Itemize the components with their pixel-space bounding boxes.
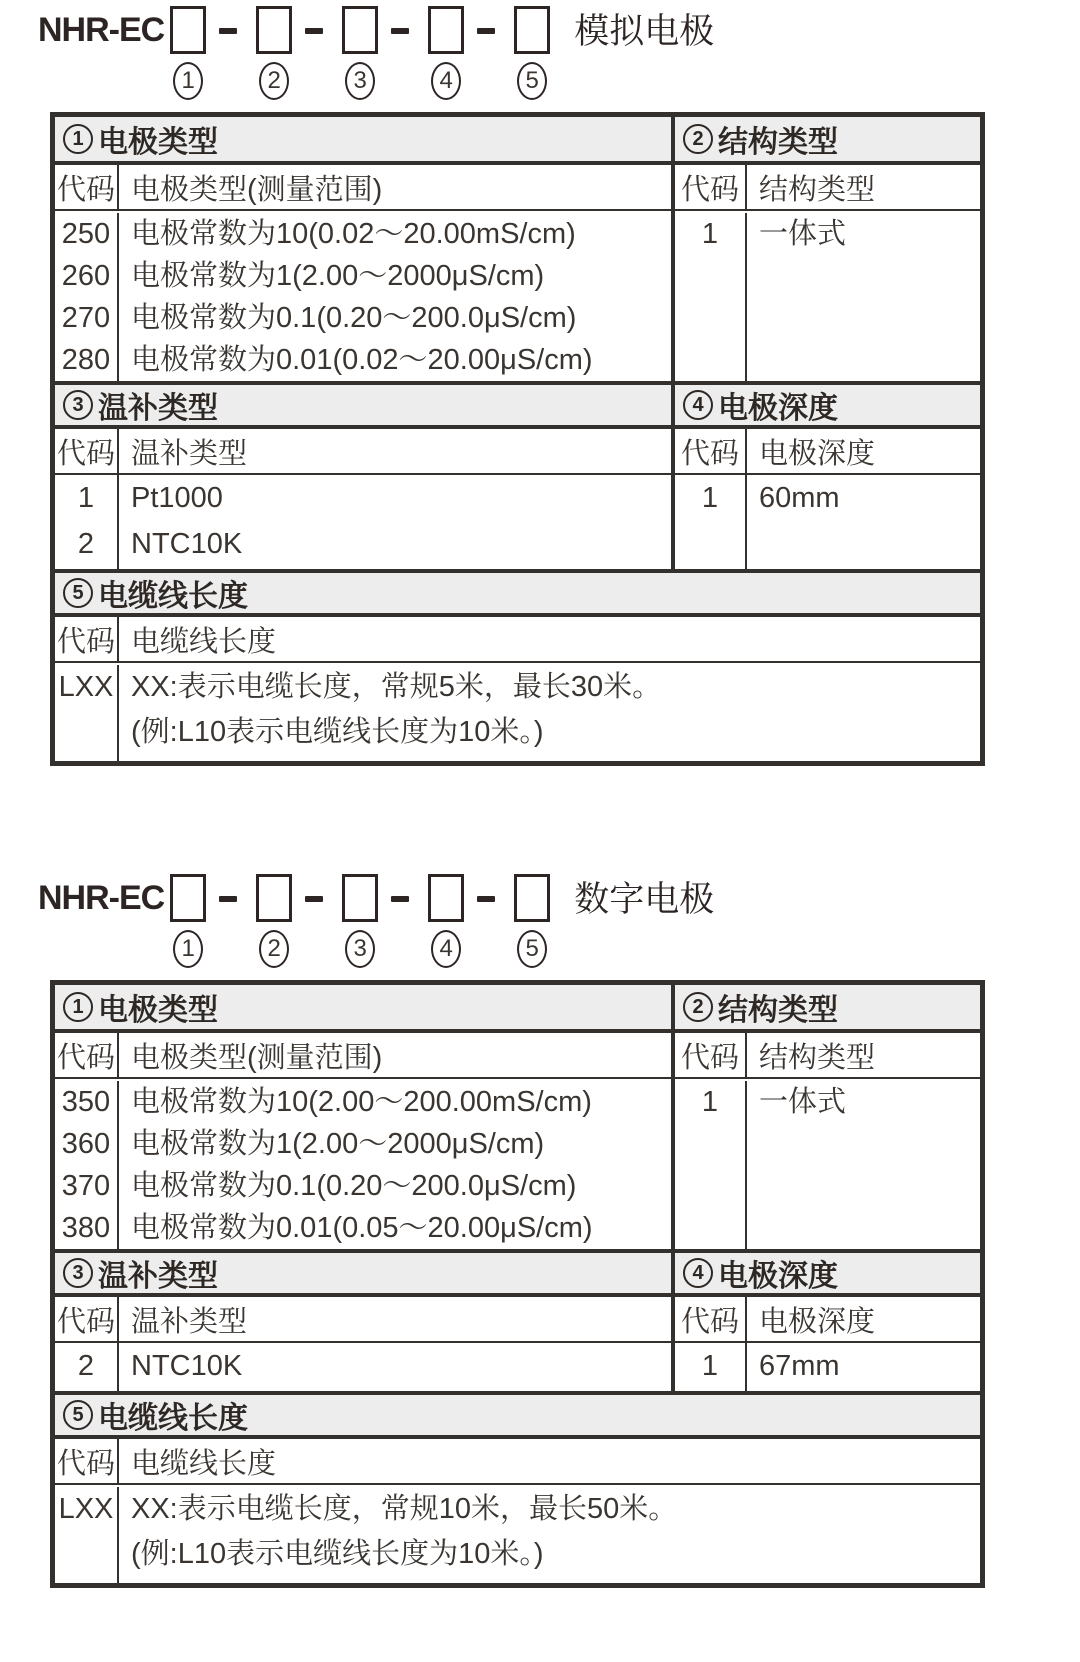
code-cell: 2 <box>77 1350 95 1382</box>
subheader-row <box>55 1033 980 1079</box>
code-column <box>675 1081 747 1249</box>
code-box <box>256 6 292 54</box>
code-cell: 260 <box>61 260 111 292</box>
label-column <box>119 1081 671 1249</box>
electrode-depth-header <box>675 385 980 425</box>
circled-5-icon: 5 <box>63 1400 93 1430</box>
band-title: 温补类型 <box>98 392 218 425</box>
cable-length-header <box>55 573 980 613</box>
label-cell: 电极常数为1(2.00～2000μS/cm) <box>131 1128 545 1160</box>
code-cell: LXX <box>58 671 114 703</box>
circled-4-icon: 4 <box>683 1258 713 1288</box>
band-row <box>55 569 980 617</box>
model-slot-4 <box>428 6 464 100</box>
label-column <box>119 1343 671 1391</box>
ordering-table <box>50 112 985 766</box>
code-column <box>55 213 119 381</box>
label-header-cell: 结构类型 <box>759 1041 876 1074</box>
code-header-cell: 代码 <box>675 1033 747 1077</box>
label-cell: 电极常数为0.1(0.20～200.0μS/cm) <box>131 1170 577 1202</box>
code-cell: 350 <box>61 1086 111 1118</box>
label-header-cell: 电缆线长度 <box>131 1447 277 1480</box>
circled-2-icon: 2 <box>683 992 713 1022</box>
model-slot-3 <box>342 6 378 100</box>
label-cell: Pt1000 <box>131 482 223 514</box>
label-column <box>119 665 980 761</box>
position-4-marker: 4 <box>431 930 461 968</box>
analog-electrode-section <box>0 6 1080 766</box>
body-row <box>55 211 980 381</box>
label-header-cell: 温补类型 <box>131 437 248 470</box>
model-slot-3 <box>342 874 378 968</box>
dash-icon <box>391 28 409 34</box>
code-column <box>55 665 119 761</box>
code-cell: LXX <box>58 1493 114 1525</box>
position-1-marker: 1 <box>173 930 203 968</box>
model-slot-1 <box>170 874 206 968</box>
model-slot-2 <box>256 874 292 968</box>
model-slot-1 <box>170 6 206 100</box>
code-column <box>55 1343 119 1391</box>
band-title: 电极类型 <box>98 126 218 159</box>
label-cell: 一体式 <box>759 218 847 250</box>
model-prefix: NHR-EC <box>38 879 165 917</box>
subheader-row <box>55 429 980 475</box>
body-row <box>55 1343 980 1391</box>
code-cell: 270 <box>61 302 111 334</box>
ordering-table <box>50 980 985 1588</box>
temp-comp-header <box>55 385 671 425</box>
band-title: 电极类型 <box>98 994 218 1027</box>
circled-2-icon: 2 <box>683 124 713 154</box>
dash-icon <box>477 28 495 34</box>
position-1-marker: 1 <box>173 62 203 100</box>
code-cell: 250 <box>61 218 111 250</box>
code-header-cell: 代码 <box>675 165 747 209</box>
dash-icon <box>219 896 237 902</box>
dash-icon <box>305 896 323 902</box>
band-title: 电缆线长度 <box>98 580 248 613</box>
code-box <box>428 6 464 54</box>
subheader-row <box>55 617 980 663</box>
model-type-label: 数字电极 <box>574 880 715 919</box>
label-column <box>747 1081 980 1249</box>
code-cell: 1 <box>701 482 719 514</box>
code-column <box>55 1081 119 1249</box>
model-code-line <box>38 6 1080 100</box>
label-header-cell: 温补类型 <box>131 1305 248 1338</box>
position-4-marker: 4 <box>431 62 461 100</box>
electrode-type-header <box>55 985 671 1029</box>
code-box <box>256 874 292 922</box>
code-header-cell: 代码 <box>55 429 119 473</box>
code-cell: 370 <box>61 1170 111 1202</box>
model-slot-4 <box>428 874 464 968</box>
structure-type-header <box>675 117 980 161</box>
model-type-label: 模拟电极 <box>574 12 715 51</box>
band-row <box>55 381 980 429</box>
band-row <box>55 1391 980 1439</box>
circled-3-icon: 3 <box>63 1258 93 1288</box>
code-cell: 380 <box>61 1212 111 1244</box>
model-slot-2 <box>256 6 292 100</box>
label-header-cell: 电极类型(测量范围) <box>131 173 383 206</box>
band-row <box>55 117 980 165</box>
label-column <box>747 475 980 569</box>
code-cell: 360 <box>61 1128 111 1160</box>
band-title: 电极深度 <box>718 1260 838 1293</box>
code-box <box>514 6 550 54</box>
cable-desc-line1: XX:表示电缆长度，常规10米，最长50米。 <box>131 1493 678 1525</box>
subheader-row <box>55 1439 980 1485</box>
code-column <box>675 213 747 381</box>
code-header-cell: 代码 <box>55 165 119 209</box>
position-2-marker: 2 <box>259 62 289 100</box>
circled-1-icon: 1 <box>63 124 93 154</box>
code-cell: 1 <box>701 1350 719 1382</box>
dash-icon <box>219 28 237 34</box>
position-3-marker: 3 <box>345 62 375 100</box>
code-cell: 1 <box>77 482 95 514</box>
band-title: 电缆线长度 <box>98 1402 248 1435</box>
label-column <box>747 213 980 381</box>
band-title: 结构类型 <box>718 994 838 1027</box>
circled-1-icon: 1 <box>63 992 93 1022</box>
code-cell: 1 <box>701 1086 719 1118</box>
code-column <box>55 475 119 569</box>
label-cell: 67mm <box>759 1350 840 1382</box>
label-header-cell: 电极类型(测量范围) <box>131 1041 383 1074</box>
dash-icon <box>391 896 409 902</box>
code-header-cell: 代码 <box>55 1033 119 1077</box>
position-2-marker: 2 <box>259 930 289 968</box>
label-cell: 电极常数为1(2.00～2000μS/cm) <box>131 260 545 292</box>
cable-desc-line1: XX:表示电缆长度，常规5米，最长30米。 <box>131 671 662 703</box>
label-header-cell: 电极深度 <box>759 437 876 470</box>
code-column <box>675 475 747 569</box>
temp-comp-header <box>55 1253 671 1293</box>
position-5-marker: 5 <box>517 930 547 968</box>
code-header-cell: 代码 <box>675 429 747 473</box>
band-row <box>55 985 980 1033</box>
label-column <box>119 213 671 381</box>
subheader-row <box>55 1297 980 1343</box>
position-5-marker: 5 <box>517 62 547 100</box>
label-column <box>119 475 671 569</box>
dash-icon <box>305 28 323 34</box>
code-cell: 2 <box>77 528 95 560</box>
code-box <box>342 874 378 922</box>
model-code-line <box>38 874 1080 968</box>
code-box <box>342 6 378 54</box>
label-cell: 电极常数为0.1(0.20～200.0μS/cm) <box>131 302 577 334</box>
code-header-cell: 代码 <box>55 1439 119 1483</box>
body-row <box>55 1485 980 1583</box>
code-column <box>55 1487 119 1583</box>
label-header-cell: 电缆线长度 <box>131 625 277 658</box>
model-slot-5 <box>514 6 550 100</box>
label-cell: 电极常数为10(0.02～20.00mS/cm) <box>131 218 576 250</box>
code-box <box>170 6 206 54</box>
circled-4-icon: 4 <box>683 390 713 420</box>
label-cell: NTC10K <box>131 528 243 560</box>
band-row <box>55 1249 980 1297</box>
code-cell: 1 <box>701 218 719 250</box>
code-header-cell: 代码 <box>55 617 119 661</box>
label-cell: NTC10K <box>131 1350 243 1382</box>
circled-3-icon: 3 <box>63 390 93 420</box>
model-prefix: NHR-EC <box>38 11 165 49</box>
code-header-cell: 代码 <box>675 1297 747 1341</box>
band-title: 结构类型 <box>718 126 838 159</box>
cable-desc-line2: (例:L10表示电缆线长度为10米。) <box>131 716 544 748</box>
body-row <box>55 663 980 761</box>
label-cell: 电极常数为0.01(0.02～20.00μS/cm) <box>131 344 593 376</box>
electrode-depth-header <box>675 1253 980 1293</box>
dash-icon <box>477 896 495 902</box>
position-3-marker: 3 <box>345 930 375 968</box>
code-header-cell: 代码 <box>55 1297 119 1341</box>
label-column <box>747 1343 980 1391</box>
digital-electrode-section <box>0 874 1080 1588</box>
label-cell: 电极常数为0.01(0.05～20.00μS/cm) <box>131 1212 593 1244</box>
structure-type-header <box>675 985 980 1029</box>
code-box <box>170 874 206 922</box>
body-row <box>55 475 980 569</box>
label-cell: 60mm <box>759 482 840 514</box>
code-column <box>675 1343 747 1391</box>
body-row <box>55 1079 980 1249</box>
band-title: 温补类型 <box>98 1260 218 1293</box>
cable-length-header <box>55 1395 980 1435</box>
label-cell: 电极常数为10(2.00～200.00mS/cm) <box>131 1086 592 1118</box>
circled-5-icon: 5 <box>63 578 93 608</box>
code-box <box>428 874 464 922</box>
label-cell: 一体式 <box>759 1086 847 1118</box>
code-box <box>514 874 550 922</box>
label-column <box>119 1487 980 1583</box>
label-header-cell: 电极深度 <box>759 1305 876 1338</box>
model-slot-5 <box>514 874 550 968</box>
label-header-cell: 结构类型 <box>759 173 876 206</box>
subheader-row <box>55 165 980 211</box>
electrode-type-header <box>55 117 671 161</box>
band-title: 电极深度 <box>718 392 838 425</box>
code-cell: 280 <box>61 344 111 376</box>
cable-desc-line2: (例:L10表示电缆线长度为10米。) <box>131 1538 544 1570</box>
